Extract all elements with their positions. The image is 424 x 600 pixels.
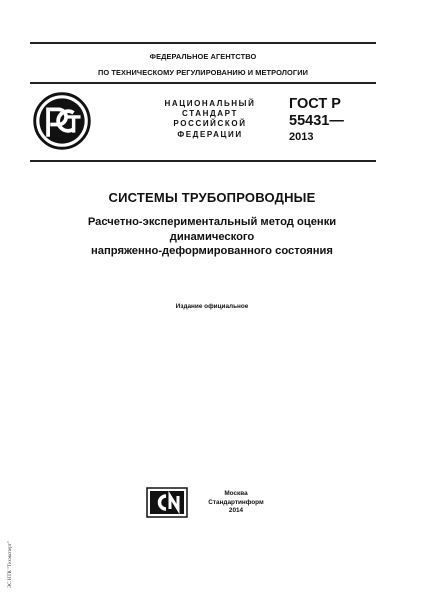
publisher-year: 2014	[228, 507, 244, 515]
top-rule	[30, 42, 376, 44]
designation-year: 2013	[289, 131, 314, 143]
rst-conformity-mark-icon	[33, 92, 91, 150]
publisher-block	[196, 490, 276, 516]
document-title: СИСТЕМЫ ТРУБОПРОВОДНЫЕ	[108, 190, 316, 205]
agency-name-line1: ФЕДЕРАЛЬНОЕ АГЕНТСТВО	[149, 52, 257, 61]
agency-name-line2: ПО ТЕХНИЧЕСКОМУ РЕГУЛИРОВАНИЮ И МЕТРОЛОГИИ	[97, 68, 309, 77]
publisher-city: Москва	[224, 490, 248, 497]
national-standard-line3: РОССИЙСКОЙ	[173, 119, 247, 129]
watermark-sidebar-text: ЭС НТК "Техэксперт"	[8, 541, 13, 588]
middle-rule	[30, 82, 376, 84]
designation-line1: ГОСТ Р	[289, 96, 341, 112]
publisher-name: Стандартинформ	[208, 498, 264, 506]
national-standard-line1: НАЦИОНАЛЬНЫЙ	[164, 99, 256, 108]
subtitle-line1: Расчетно-экспериментальный метод оценки	[87, 216, 337, 228]
national-standard-line4: ФЕДЕРАЦИИ	[177, 129, 243, 139]
subtitle-line2: динамического	[169, 230, 255, 243]
national-standard-caption	[150, 99, 270, 140]
subtitle-line3: напряженно-деформированного состояния	[91, 245, 333, 257]
standartinform-logo-icon	[146, 487, 188, 518]
document-subtitle	[30, 215, 394, 259]
standard-designation	[289, 96, 344, 144]
designation-line2: 55431—	[289, 113, 344, 129]
edition-label: Издание официальное	[175, 303, 249, 310]
bottom-rule	[30, 160, 376, 162]
national-standard-line2: СТАНДАРТ	[182, 109, 238, 119]
